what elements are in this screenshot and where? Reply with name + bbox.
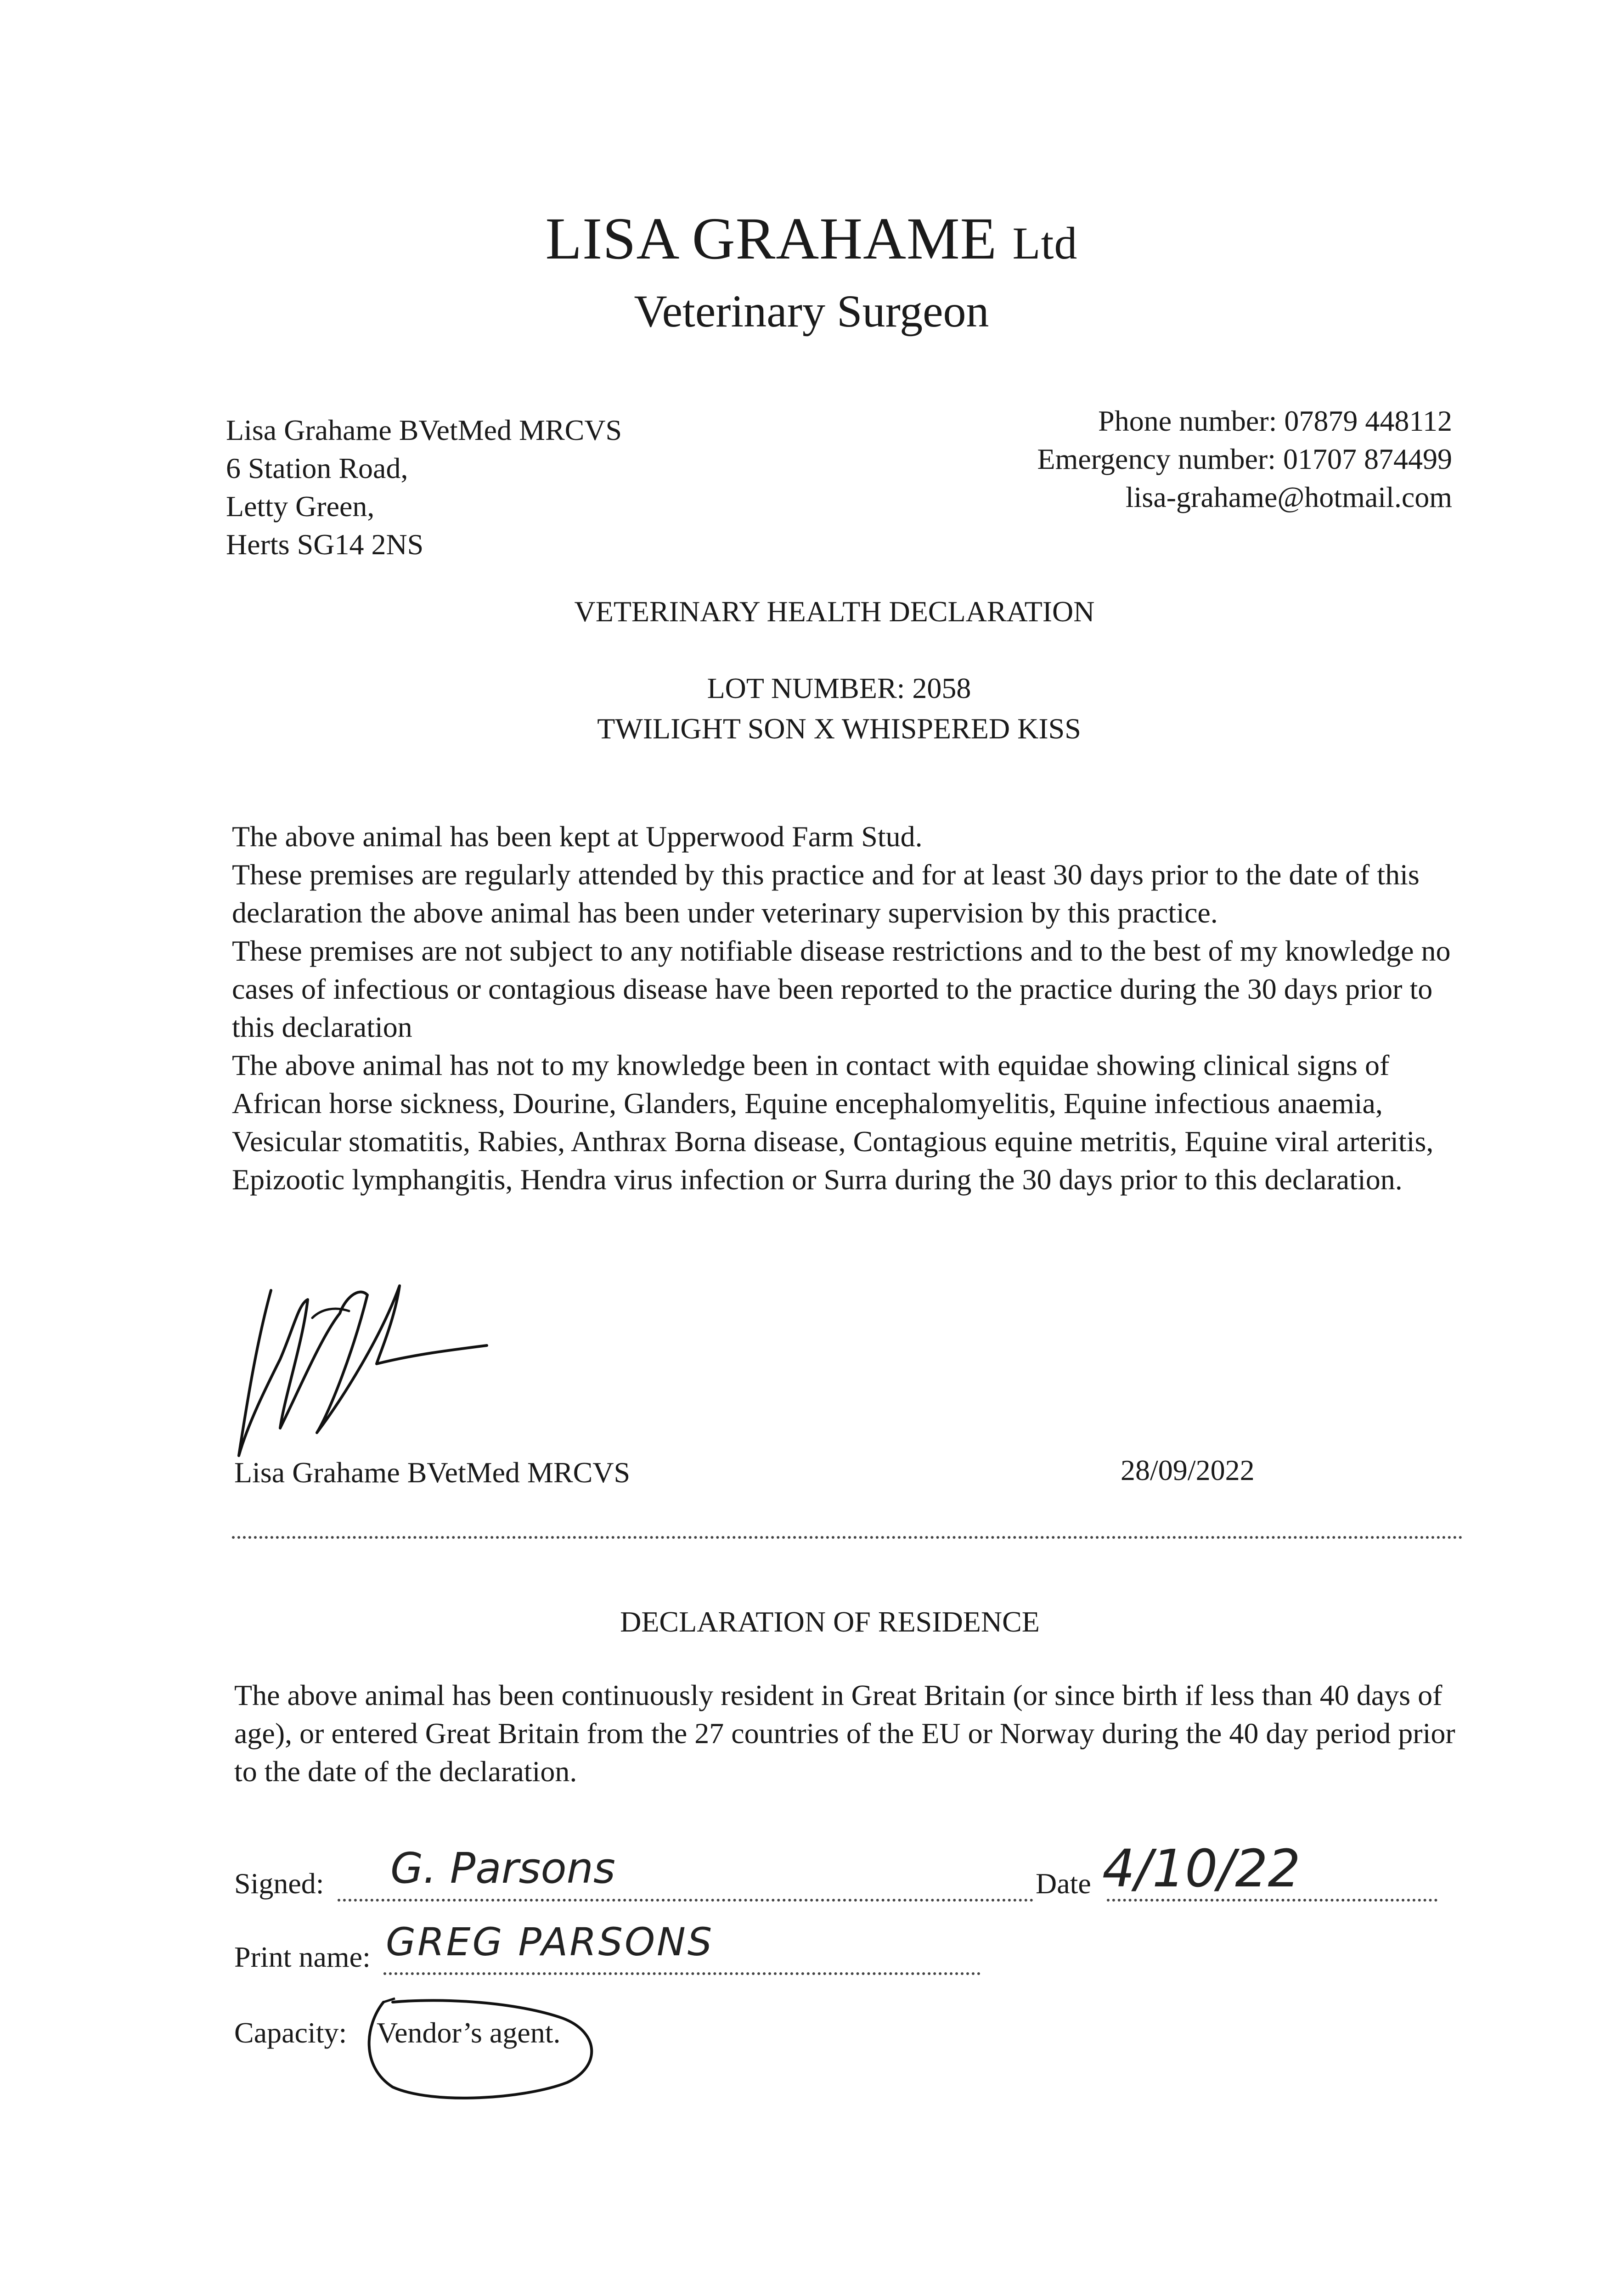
date-line [1107,1899,1437,1902]
declaration-paragraph: The above animal has not to my knowledge been in contact with equidae showing clinical signs of African horse sickness, Dourine, Glanders, Equine encephalomyelitis, Equine infectious anaemia, Vesicular stomatitis, Rabies, Anthrax Borna disease, Contagious equine metritis, Equine viral arteritis, Epizootic lymphangitis, Hendra virus infection or Surra during the 30 days prior to this declaration. [232,1049,1434,1196]
signature-text: G. Parsons [390,1844,615,1893]
emergency-number: Emergency number: 01707 874499 [1037,443,1452,475]
company-subtitle: Veterinary Surgeon [634,286,989,337]
vet-signature [230,1258,551,1479]
address-name: Lisa Grahame BVetMed MRCVS [226,414,622,446]
handwritten-date: 4/10/22 [1102,1839,1301,1899]
email-address: lisa-grahame@hotmail.com [1125,481,1452,513]
declaration-paragraph: The above animal has been kept at Upperwood Farm Stud. [232,820,923,853]
declaration-paragraph: These premises are regularly attended by this practice and for at least 30 days prior to the date of this declaration the above animal has been under veterinary supervision by this practice. [232,858,1420,929]
handwritten-print-name: GREG PARSONS [386,1919,714,1964]
section-divider [232,1536,1463,1539]
signed-label: Signed: [234,1867,324,1900]
contact-details [1037,402,1452,516]
vet-declaration-date: 28/09/2022 [1121,1454,1255,1486]
capacity-circle [351,1988,609,2103]
residence-title: DECLARATION OF RESIDENCE [620,1605,1040,1638]
declaration-title: VETERINARY HEALTH DECLARATION [574,595,1095,628]
phone-number: Phone number: 07879 448112 [1098,405,1452,437]
print-name-line [383,1972,981,1975]
practice-address [226,411,622,563]
company-name-text: LISA GRAHAME [545,206,997,272]
handwritten-signature [390,1844,615,1893]
declaration-paragraph: These premises are not subject to any notifiable disease restrictions and to the best of my knowledge no cases of infectious or contagious disease have been reported to the practice during the 30 days prior to this declaration [232,934,1451,1043]
address-line-2: Letty Green, [226,490,375,523]
signed-line [338,1899,1033,1902]
residence-text: The above animal has been continuously resident in Great Britain (or since birth if less than 40 days of age), or entered Great Britain from the 27 countries of the EU or Norway during the 40 day period prior to the date of the declaration. [234,1679,1455,1788]
address-line-1: 6 Station Road, [226,452,408,484]
vet-signatory-name: Lisa Grahame BVetMed MRCVS [234,1456,631,1489]
lot-description: TWILIGHT SON X WHISPERED KISS [597,712,1081,745]
print-name-label: Print name: [234,1941,371,1973]
capacity-value: Vendor’s agent. [377,2016,561,2049]
lot-info [0,668,1623,749]
declaration-body [232,817,1481,1199]
company-suffix: Ltd [1012,218,1078,269]
capacity-label: Capacity: [234,2016,347,2049]
address-line-3: Herts SG14 2NS [226,528,424,561]
company-name [0,204,1623,273]
date-label: Date [1036,1867,1091,1900]
lot-number: LOT NUMBER: 2058 [707,672,971,704]
